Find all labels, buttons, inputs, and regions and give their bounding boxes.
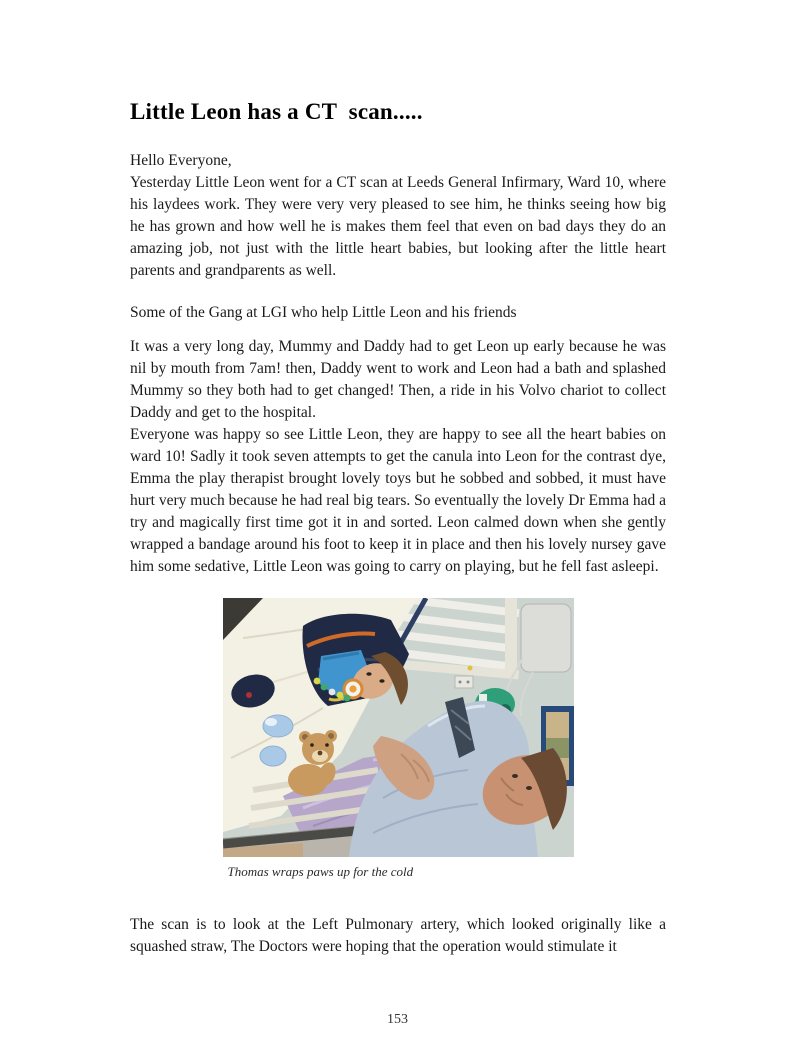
photo-illustration — [223, 598, 574, 857]
paragraph-intro: Yesterday Little Leon went for a CT scan at Leeds General Infirmary, Ward 10, where his laydees work. They were very very pleased to see him, he thinks seeing how big he has grown and how well he is makes them feel that even on bad days they do an amazing job, not just with the little heart babies, but looking after the little heart parents and grandparents as well. — [130, 174, 666, 279]
greeting-line: Hello Everyone, — [130, 152, 232, 169]
teddy-nose — [317, 751, 322, 756]
page-content — [130, 0, 666, 958]
paragraph-hospital: Everyone was happy so see Little Leon, they are happy to see all the heart babies on ward 10! Sadly it took seven attempts to get the canula into Leon for the contrast dye, Emma the play therapist brought lovely toys but he sobbed and sobbed, it must have hurt very much because he had real big tears. So eventually the lovely Dr Emma had a try and magically first time got it in and sorted. Leon calmed down when she gently wrapped a bandage around his foot to keep it in place and then his lovely nursey gave him some sedative, Little Leon was going to carry on playing, but he fell fast asleepi. — [130, 426, 666, 575]
paragraph-scan: The scan is to look at the Left Pulmonary artery, which looked originally like a squashed straw, The Doctors were hoping that the operation would stimulate it — [130, 916, 666, 955]
photo-block — [223, 598, 574, 880]
paragraph-day: It was a very long day, Mummy and Daddy had to get Leon up early because he was nil by mouth from 7am! then, Daddy went to work and Leon had a bath and splashed Mummy so they both had to get changed! Then, a ride in his Volvo chariot to collect Daddy and get to the hospital. — [130, 338, 666, 421]
subheading-line: Some of the Gang at LGI who help Little Leon and his friends — [130, 304, 517, 321]
photo-caption: Thomas wraps paws up for the cold — [227, 864, 414, 879]
photo — [223, 598, 574, 857]
page-number: 153 — [387, 1012, 408, 1027]
page-title: Little Leon has a CT scan..... — [130, 99, 423, 124]
